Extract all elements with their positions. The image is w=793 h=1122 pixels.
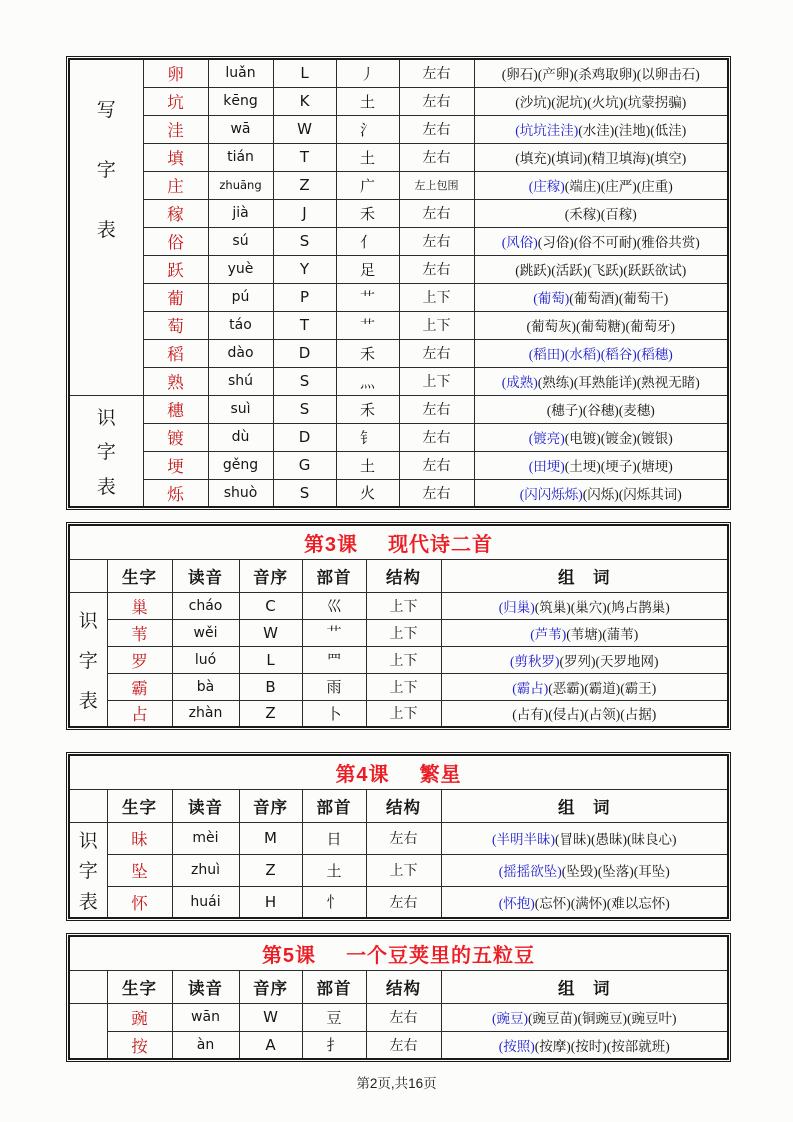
radical-cell: 罒 — [302, 646, 366, 673]
section-label-char: 表 — [96, 219, 116, 241]
plain-words: (坠毁)(坠落)(耳坠) — [561, 864, 670, 879]
radical-cell: 忄 — [302, 886, 366, 918]
highlighted-words: (半明半昧) — [492, 832, 555, 847]
words-cell — [441, 822, 728, 854]
plain-words: (跳跃)(活跃)(飞跃)(跃跃欲试) — [515, 263, 687, 278]
lesson-title-row — [69, 755, 728, 789]
section-label-char: 写 — [96, 100, 116, 121]
plain-words: (葡萄灰)(葡萄糖)(葡萄牙) — [526, 319, 675, 334]
words-cell — [441, 886, 728, 918]
radical-cell: 艹 — [302, 619, 366, 646]
highlighted-words: (怀抱) — [498, 895, 535, 911]
radical-cell: 钅 — [336, 423, 399, 451]
structure-cell: 上下 — [366, 619, 441, 646]
hanzi-cell: 稼 — [143, 199, 208, 227]
initial-letter-cell: P — [273, 283, 336, 311]
section-label-char: 识 — [78, 831, 98, 852]
char-row — [69, 854, 728, 886]
highlighted-words: (坑坑洼洼) — [515, 123, 579, 138]
plain-words: (水洼)(洼地)(低洼) — [578, 123, 687, 138]
highlighted-words: (镀亮) — [528, 431, 565, 446]
highlighted-words: (闪闪烁烁) — [519, 486, 583, 502]
pinyin-cell: zhuì — [172, 854, 239, 886]
initial-letter-cell: G — [273, 451, 336, 479]
lesson-name: 繁星 — [419, 763, 462, 786]
words-cell — [441, 700, 728, 727]
col-header-words: 组 词 — [441, 559, 728, 592]
radical-cell: 丿 — [336, 59, 399, 87]
initial-letter-cell: W — [239, 1003, 302, 1031]
radical-cell: 巛 — [302, 592, 366, 619]
char-row — [69, 592, 728, 619]
plain-words: (熟练)(耳熟能详)(熟视无睹) — [537, 375, 700, 390]
column-header-row — [69, 970, 728, 1003]
highlighted-words: (田埂) — [528, 459, 565, 474]
highlighted-words: (剪秋罗) — [510, 653, 560, 669]
section-label-char: 字 — [78, 650, 98, 672]
words-cell — [474, 479, 728, 507]
highlighted-words: (成熟) — [501, 375, 538, 390]
radical-cell: 扌 — [302, 1031, 366, 1059]
lesson-number: 第4课 — [335, 763, 390, 786]
initial-letter-cell: Y — [273, 255, 336, 283]
initial-letter-cell: K — [273, 87, 336, 115]
lesson-4-title — [69, 755, 728, 789]
pinyin-cell: shú — [208, 367, 273, 395]
hanzi-cell: 穗 — [143, 395, 208, 423]
section-label — [69, 395, 143, 507]
col-header-initial: 音序 — [239, 970, 302, 1003]
plain-words: (葡萄酒)(葡萄干) — [569, 291, 669, 306]
hanzi-cell: 洼 — [143, 115, 208, 143]
plain-words: (填充)(填词)(精卫填海)(填空) — [515, 151, 687, 166]
radical-cell: 火 — [336, 479, 399, 507]
col-header-initial: 音序 — [239, 559, 302, 592]
words-cell — [441, 673, 728, 700]
section-label-text — [72, 396, 141, 506]
col-header-hanzi: 生字 — [107, 970, 172, 1003]
lesson-number: 第3课 — [303, 533, 359, 556]
structure-cell: 左右 — [399, 479, 474, 507]
words-cell — [474, 87, 728, 115]
pinyin-cell: gěng — [208, 451, 273, 479]
hanzi-cell: 卵 — [143, 59, 208, 87]
structure-cell: 左上包围 — [399, 171, 474, 199]
char-row — [69, 1003, 728, 1031]
plain-words: (冒昧)(愚昧)(昧良心) — [555, 832, 677, 847]
pinyin-cell: táo — [208, 311, 273, 339]
char-row — [69, 87, 728, 115]
hanzi-cell: 葡 — [143, 283, 208, 311]
structure-cell: 上下 — [399, 283, 474, 311]
highlighted-words: (豌豆) — [492, 1011, 528, 1026]
hanzi-cell: 萄 — [143, 311, 208, 339]
hanzi-cell: 坑 — [143, 87, 208, 115]
initial-letter-cell: S — [273, 395, 336, 423]
initial-letter-cell: W — [239, 619, 302, 646]
hanzi-cell: 霸 — [107, 673, 172, 700]
words-cell — [474, 59, 728, 87]
col-header-hanzi: 生字 — [107, 559, 172, 592]
structure-cell: 左右 — [366, 886, 441, 918]
plain-words: (端庄)(庄严)(庄重) — [564, 179, 673, 194]
words-cell — [474, 143, 728, 171]
radical-cell: 土 — [302, 854, 366, 886]
structure-cell: 上下 — [399, 311, 474, 339]
pinyin-cell: bà — [172, 673, 239, 700]
hanzi-cell: 烁 — [143, 479, 208, 507]
radical-cell: 豆 — [302, 1003, 366, 1031]
hanzi-cell: 按 — [107, 1031, 172, 1059]
col-header-words: 组 词 — [441, 970, 728, 1003]
col-header-words: 组 词 — [441, 789, 728, 822]
char-row — [69, 1031, 728, 1059]
hanzi-cell: 填 — [143, 143, 208, 171]
pinyin-cell: wā — [208, 115, 273, 143]
initial-letter-cell: S — [273, 479, 336, 507]
words-cell — [474, 311, 728, 339]
label-column-header — [69, 970, 107, 1003]
section-label-text — [72, 1004, 105, 1058]
pinyin-cell: dào — [208, 339, 273, 367]
hanzi-cell: 昧 — [107, 822, 172, 854]
col-header-structure: 结构 — [366, 970, 441, 1003]
col-header-initial: 音序 — [239, 789, 302, 822]
hanzi-cell: 埂 — [143, 451, 208, 479]
char-row — [69, 227, 728, 255]
hanzi-cell: 怀 — [107, 886, 172, 918]
pinyin-cell: zhuāng — [208, 171, 273, 199]
section-label-char: 字 — [96, 442, 116, 464]
radical-cell: 土 — [336, 87, 399, 115]
structure-cell: 左右 — [366, 1003, 441, 1031]
words-cell — [441, 592, 728, 619]
plain-words: (占有)(侵占)(占领)(占据) — [512, 707, 657, 723]
plain-words: (忘怀)(满怀)(难以忘怀) — [534, 895, 670, 911]
initial-letter-cell: B — [239, 673, 302, 700]
structure-cell: 上下 — [366, 646, 441, 673]
radical-cell: 土 — [336, 451, 399, 479]
words-cell — [441, 1031, 728, 1059]
char-row — [69, 339, 728, 367]
pinyin-cell: pú — [208, 283, 273, 311]
plain-words: (穗子)(谷穗)(麦穗) — [546, 403, 655, 418]
initial-letter-cell: J — [273, 199, 336, 227]
highlighted-words: (稻田)(水稻)(稻谷)(稻穗) — [528, 347, 673, 362]
lesson-3-title — [69, 525, 728, 559]
structure-cell: 左右 — [399, 143, 474, 171]
words-cell — [441, 1003, 728, 1031]
section-label-char: 识 — [78, 610, 98, 632]
initial-letter-cell: D — [273, 423, 336, 451]
words-cell — [441, 854, 728, 886]
char-row — [69, 283, 728, 311]
lesson-name: 一个豆荚里的五粒豆 — [346, 944, 536, 967]
words-cell — [474, 171, 728, 199]
words-cell — [474, 395, 728, 423]
initial-letter-cell: Z — [239, 854, 302, 886]
col-header-structure: 结构 — [366, 559, 441, 592]
initial-letter-cell: Z — [239, 700, 302, 727]
hanzi-cell: 巢 — [107, 592, 172, 619]
highlighted-words: (葡萄) — [533, 291, 570, 306]
char-row — [69, 59, 728, 87]
words-cell — [474, 451, 728, 479]
words-cell — [474, 339, 728, 367]
words-cell — [474, 283, 728, 311]
col-header-pinyin: 读音 — [172, 970, 239, 1003]
char-row — [69, 479, 728, 507]
words-cell — [441, 646, 728, 673]
column-header-row — [69, 789, 728, 822]
section-label-char: 字 — [96, 159, 116, 181]
words-cell — [474, 423, 728, 451]
plain-words: (豌豆苗)(铜豌豆)(豌豆叶) — [528, 1011, 677, 1026]
section-label-char: 表 — [78, 891, 98, 913]
initial-letter-cell: L — [273, 59, 336, 87]
plain-words: (土埂)(埂子)(塘埂) — [564, 459, 673, 474]
plain-words: (罗列)(天罗地网) — [559, 653, 659, 669]
char-row — [69, 822, 728, 854]
char-row — [69, 646, 728, 673]
lesson-4-table — [68, 754, 729, 919]
column-header-row — [69, 559, 728, 592]
plain-words: (卵石)(产卵)(杀鸡取卵)(以卵击石) — [501, 67, 700, 83]
structure-cell: 左右 — [399, 199, 474, 227]
col-header-pinyin: 读音 — [172, 789, 239, 822]
structure-cell: 上下 — [366, 592, 441, 619]
col-header-structure: 结构 — [366, 789, 441, 822]
hanzi-cell: 镀 — [143, 423, 208, 451]
initial-letter-cell: W — [273, 115, 336, 143]
plain-words: (沙坑)(泥坑)(火坑)(坑蒙拐骗) — [515, 95, 687, 110]
section-label-text — [72, 823, 105, 917]
char-row — [69, 143, 728, 171]
highlighted-words: (摇摇欲坠) — [498, 864, 562, 879]
char-row — [69, 367, 728, 395]
words-cell — [441, 619, 728, 646]
highlighted-words: (按照) — [498, 1038, 535, 1054]
pinyin-cell: luó — [172, 646, 239, 673]
hanzi-cell: 熟 — [143, 367, 208, 395]
initial-letter-cell: T — [273, 143, 336, 171]
initial-letter-cell: S — [273, 227, 336, 255]
char-row — [69, 673, 728, 700]
highlighted-words: (归巢) — [498, 599, 535, 615]
section-label-char: 识 — [96, 408, 116, 429]
words-cell — [474, 227, 728, 255]
page-footer: 第2页,共16页 — [356, 1076, 437, 1091]
radical-cell: 艹 — [336, 311, 399, 339]
radical-cell: 氵 — [336, 115, 399, 143]
structure-cell: 左右 — [366, 822, 441, 854]
words-cell — [474, 255, 728, 283]
col-header-pinyin: 读音 — [172, 559, 239, 592]
section-label-text — [72, 593, 105, 726]
pinyin-cell: sú — [208, 227, 273, 255]
radical-cell: 禾 — [336, 199, 399, 227]
lesson-5-title — [69, 936, 728, 970]
char-row — [69, 423, 728, 451]
lesson-5-table — [68, 935, 729, 1060]
hanzi-cell: 庄 — [143, 171, 208, 199]
label-column-header — [69, 789, 107, 822]
pinyin-cell: jià — [208, 199, 273, 227]
radical-cell: 广 — [336, 171, 399, 199]
hanzi-cell: 豌 — [107, 1003, 172, 1031]
highlighted-words: (芦苇) — [530, 626, 567, 642]
highlighted-words: (庄稼) — [528, 179, 565, 194]
pinyin-cell: yuè — [208, 255, 273, 283]
section-label-char: 字 — [78, 861, 98, 883]
highlighted-words: (霸占) — [512, 680, 549, 696]
hanzi-cell: 坠 — [107, 854, 172, 886]
structure-cell: 左右 — [399, 339, 474, 367]
plain-words: (电镀)(镀金)(镀银) — [564, 431, 673, 446]
structure-cell: 上下 — [366, 673, 441, 700]
initial-letter-cell: D — [273, 339, 336, 367]
radical-cell: 日 — [302, 822, 366, 854]
structure-cell: 左右 — [399, 255, 474, 283]
label-column-header — [69, 559, 107, 592]
structure-cell: 上下 — [366, 700, 441, 727]
section-label-text — [72, 62, 141, 392]
section-label — [69, 822, 107, 918]
pinyin-cell: kēng — [208, 87, 273, 115]
radical-cell: 卜 — [302, 700, 366, 727]
lesson-3-table — [68, 524, 729, 728]
pinyin-cell: tián — [208, 143, 273, 171]
plain-words: (闪烁)(闪烁其词) — [582, 486, 682, 502]
char-row — [69, 700, 728, 727]
initial-letter-cell: M — [239, 822, 302, 854]
structure-cell: 左右 — [399, 87, 474, 115]
section-label-char: 表 — [78, 690, 98, 712]
initial-letter-cell: T — [273, 311, 336, 339]
char-row — [69, 886, 728, 918]
structure-cell: 上下 — [399, 367, 474, 395]
char-row — [69, 115, 728, 143]
initial-letter-cell: S — [273, 367, 336, 395]
plain-words: (按摩)(按时)(按部就班) — [534, 1038, 670, 1054]
pinyin-cell: cháo — [172, 592, 239, 619]
words-cell — [474, 115, 728, 143]
hanzi-cell: 罗 — [107, 646, 172, 673]
pinyin-cell: wān — [172, 1003, 239, 1031]
hanzi-cell: 俗 — [143, 227, 208, 255]
pinyin-cell: àn — [172, 1031, 239, 1059]
plain-words: (习俗)(俗不可耐)(雅俗共赏) — [537, 235, 700, 250]
char-row — [69, 451, 728, 479]
char-row — [69, 255, 728, 283]
initial-letter-cell: L — [239, 646, 302, 673]
char-row — [69, 619, 728, 646]
pinyin-cell: dù — [208, 423, 273, 451]
radical-cell: 艹 — [336, 283, 399, 311]
plain-words: (筑巢)(巢穴)(鸠占鹊巢) — [534, 599, 670, 615]
hanzi-cell: 跃 — [143, 255, 208, 283]
structure-cell: 左右 — [399, 59, 474, 87]
plain-words: (禾稼)(百稼) — [564, 207, 637, 222]
pinyin-cell: huái — [172, 886, 239, 918]
radical-cell: 禾 — [336, 339, 399, 367]
radical-cell: 禾 — [336, 395, 399, 423]
structure-cell: 左右 — [399, 423, 474, 451]
char-row — [69, 199, 728, 227]
section-label — [69, 592, 107, 727]
structure-cell: 左右 — [399, 227, 474, 255]
words-cell — [474, 199, 728, 227]
pinyin-cell: zhàn — [172, 700, 239, 727]
section-label — [69, 59, 143, 395]
vocab-table-continued — [68, 58, 729, 508]
pinyin-cell: mèi — [172, 822, 239, 854]
structure-cell: 左右 — [399, 115, 474, 143]
char-row — [69, 311, 728, 339]
structure-cell: 上下 — [366, 854, 441, 886]
radical-cell: 足 — [336, 255, 399, 283]
radical-cell: 土 — [336, 143, 399, 171]
pinyin-cell: wěi — [172, 619, 239, 646]
radical-cell: 雨 — [302, 673, 366, 700]
radical-cell: 亻 — [336, 227, 399, 255]
structure-cell: 左右 — [366, 1031, 441, 1059]
initial-letter-cell: Z — [273, 171, 336, 199]
col-header-radical: 部首 — [302, 970, 366, 1003]
char-row — [69, 171, 728, 199]
structure-cell: 左右 — [399, 451, 474, 479]
lesson-title-row — [69, 525, 728, 559]
pinyin-cell: luǎn — [208, 59, 273, 87]
lesson-number: 第5课 — [261, 944, 317, 967]
radical-cell: 灬 — [336, 367, 399, 395]
hanzi-cell: 占 — [107, 700, 172, 727]
structure-cell: 左右 — [399, 395, 474, 423]
plain-words: (恶霸)(霸道)(霸王) — [548, 680, 657, 696]
pinyin-cell: shuò — [208, 479, 273, 507]
section-label-char: 表 — [96, 476, 116, 498]
col-header-hanzi: 生字 — [107, 789, 172, 822]
section-label — [69, 1003, 107, 1059]
hanzi-cell: 苇 — [107, 619, 172, 646]
hanzi-cell: 稻 — [143, 339, 208, 367]
char-row — [69, 395, 728, 423]
initial-letter-cell: H — [239, 886, 302, 918]
col-header-radical: 部首 — [302, 789, 366, 822]
initial-letter-cell: C — [239, 592, 302, 619]
highlighted-words: (风俗) — [501, 235, 538, 250]
pinyin-cell: suì — [208, 395, 273, 423]
lesson-name: 现代诗二首 — [388, 533, 494, 556]
initial-letter-cell: A — [239, 1031, 302, 1059]
plain-words: (苇塘)(蒲苇) — [566, 626, 639, 642]
words-cell — [474, 367, 728, 395]
col-header-radical: 部首 — [302, 559, 366, 592]
lesson-title-row — [69, 936, 728, 970]
